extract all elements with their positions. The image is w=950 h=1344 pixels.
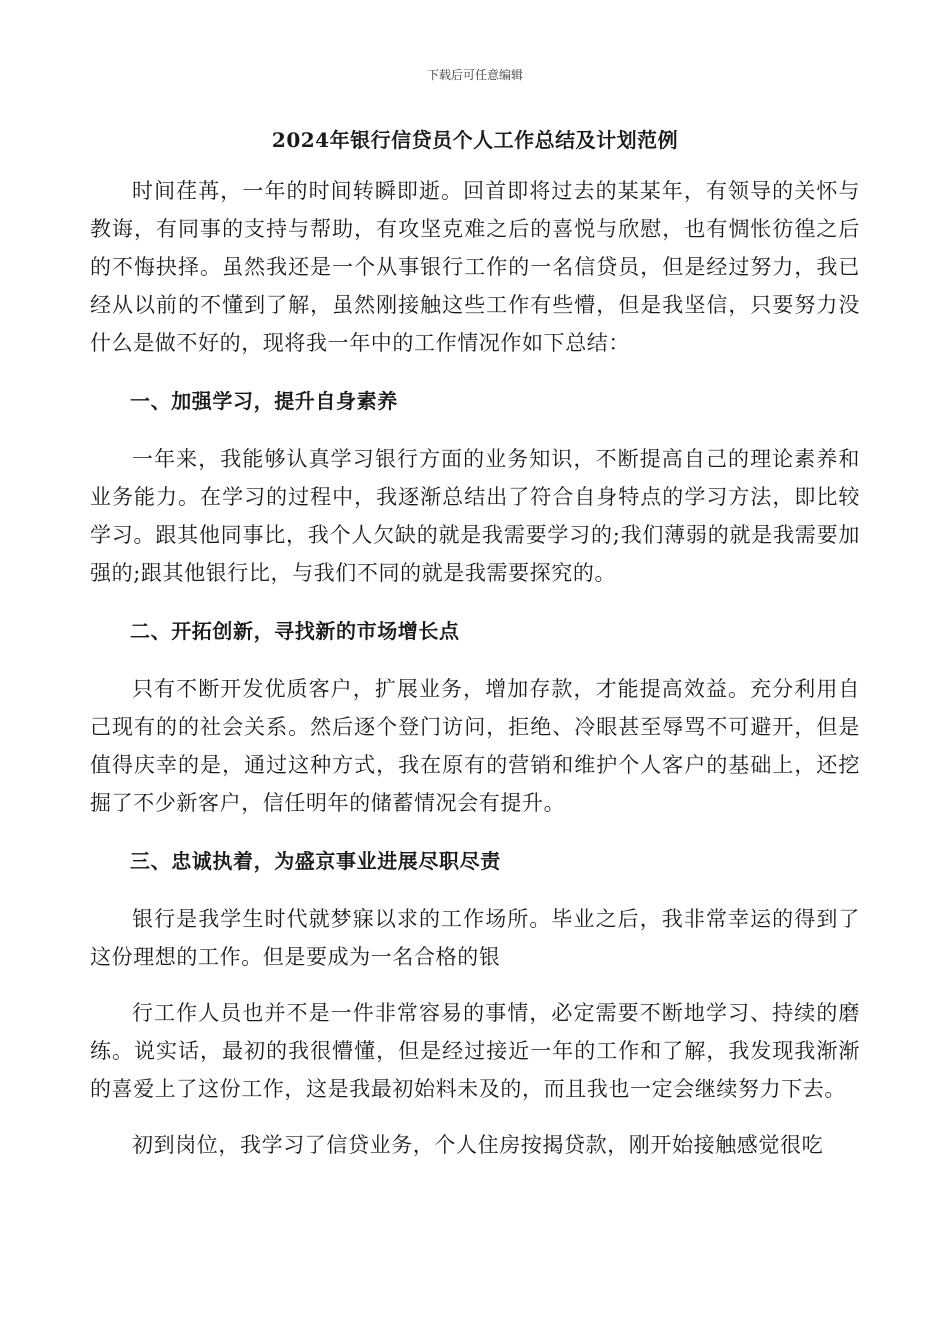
document-body — [90, 172, 860, 1184]
section-3-paragraph-2: 行工作人员也并不是一件非常容易的事情，必定需要不断地学习、持续的磨练。说实话，最初的我很懵懂，但是经过接近一年的工作和了解，我发现我渐渐的喜爱上了这份工作，这是我最初始料未及的，而且我也一定会继续努力下去。 — [90, 1001, 860, 1101]
intro-paragraph: 时间荏苒，一年的时间转瞬即逝。回首即将过去的某某年，有领导的关怀与教诲，有同事的支持与帮助，有攻坚克难之后的喜悦与欣慰，也有惆怅彷徨之后的不悔抉择。虽然我还是一个从事银行工作的一名信贷员，但是经过努力，我已经从以前的不懂到了解，虽然刚接触这些工作有些懵，但是我坚信，只要努力没什么是做不好的，现将我一年中的工作情况作如下总结： — [90, 179, 860, 355]
document-title: 2024年银行信贷员个人工作总结及计划范例 — [271, 128, 679, 152]
section-3-paragraph-3: 初到岗位，我学习了信贷业务，个人住房按揭贷款，刚开始接触感觉很吃 — [132, 1133, 824, 1157]
section-heading-3: 三、忠诚执着，为盛京事业进展尽职尽责 — [130, 849, 501, 873]
section-2-paragraph-1: 只有不断开发优质客户，扩展业务，增加存款，才能提高效益。充分利用自己现有的的社会关系。然后逐个登门访问，拒绝、冷眼甚至辱骂不可避开，但是值得庆幸的是，通过这种方式，我在原有的营销和维护个人客户的基础上，还挖掘了不少新客户，信任明年的储蓄情况会有提升。 — [90, 677, 860, 815]
section-heading-2: 二、开拓创新，寻找新的市场增长点 — [130, 619, 460, 643]
section-heading-1: 一、加强学习，提升自身素养 — [130, 389, 398, 413]
section-3-paragraph-1: 银行是我学生时代就梦寐以求的工作场所。毕业之后，我非常幸运的得到了这份理想的工作。但是要成为一名合格的银 — [90, 907, 860, 969]
header-note: 下载后可任意编辑 — [426, 68, 523, 82]
section-1-paragraph-1: 一年来，我能够认真学习银行方面的业务知识，不断提高自己的理论素养和业务能力。在学习的过程中，我逐渐总结出了符合自身特点的学习方法，即比较学习。跟其他同事比，我个人欠缺的就是我需要学习的;我们薄弱的就是我需要加强的;跟其他银行比，与我们不同的就是我需要探究的。 — [90, 447, 860, 585]
